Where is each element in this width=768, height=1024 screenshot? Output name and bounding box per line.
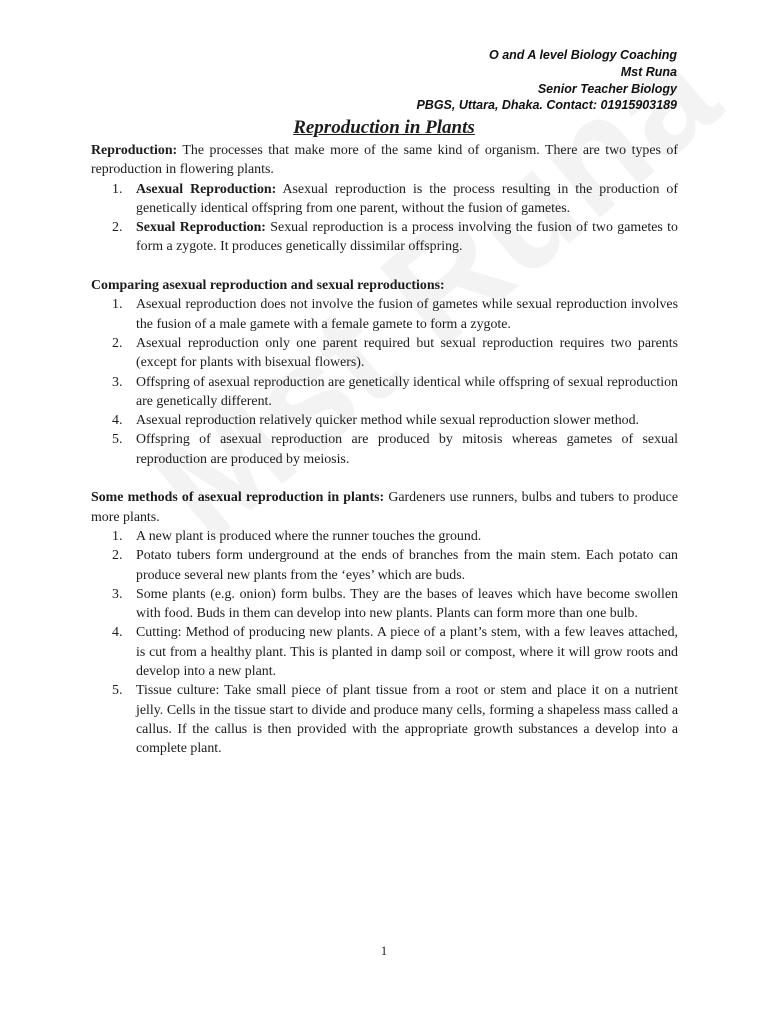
list-item-text: Asexual reproduction does not involve the fusion of gametes while sexual reproduction involves the fusion of a male gamete with a female gamete to form a zygote.	[136, 297, 678, 332]
document-body	[91, 141, 678, 759]
list-item-text: Asexual reproduction only one parent required but sexual reproduction requires two parents (except for plants with bisexual flowers).	[136, 335, 678, 371]
list-number: 3.	[112, 374, 123, 390]
list-item	[91, 546, 678, 585]
list-item	[91, 527, 678, 546]
methods-list	[91, 527, 678, 759]
list-item-text: Asexual reproduction relatively quicker method while sexual reproduction slower method.	[136, 413, 639, 429]
intro-text: The processes that make more of the same kind of organism. There are two types of reproduction in flowering plants.	[91, 143, 678, 178]
list-number: 1.	[112, 297, 123, 313]
list-number: 1.	[112, 181, 123, 197]
comparing-heading	[91, 276, 678, 295]
page-title: Reproduction in Plants	[293, 117, 475, 138]
header-coaching: O and A level Biology Coaching	[489, 48, 677, 62]
list-item	[91, 411, 678, 430]
methods-paragraph	[91, 488, 678, 527]
list-item	[91, 623, 678, 681]
list-number: 5.	[112, 432, 123, 448]
list-item-text: Offspring of asexual reproduction are genetically identical while offspring of sexual reproduction are genetically different.	[136, 374, 678, 409]
list-number: 4.	[112, 413, 123, 429]
intro-paragraph	[91, 141, 678, 180]
list-item-text: Offspring of asexual reproduction are produced by mitosis whereas gametes of sexual reproduction are produced by meiosis.	[136, 432, 678, 467]
list-number: 2.	[112, 548, 123, 564]
comparing-list	[91, 295, 678, 469]
list-item	[91, 334, 678, 373]
list-number: 1.	[112, 528, 123, 544]
reproduction-types-list	[91, 180, 678, 257]
list-number: 2.	[112, 220, 123, 236]
list-number: 2.	[112, 335, 123, 351]
header-block	[416, 47, 677, 114]
header-contact: PBGS, Uttara, Dhaka. Contact: 01915903189	[416, 98, 677, 113]
list-item	[91, 585, 678, 624]
list-item-text: Cutting: Method of producing new plants. A piece of a plant’s stem, with a few leaves attached, is cut from a healthy plant. This is planted in damp soil or compost, where it will grow roots and develop into a new plant.	[136, 625, 678, 680]
list-item-label: Sexual Reproduction:	[136, 220, 266, 236]
comparing-heading-text: Comparing asexual reproduction and sexual reproductions:	[91, 278, 445, 294]
list-number: 5.	[112, 683, 123, 699]
intro-label: Reproduction:	[91, 143, 178, 158]
spacer	[91, 257, 678, 276]
list-item-label: Asexual Reproduction:	[136, 181, 277, 197]
list-number: 4.	[112, 625, 123, 641]
list-item-text: Sexual reproduction is a process involving the fusion of two gametes to form a zygote. It produces genetically dissimilar offspring.	[136, 220, 678, 255]
list-item	[91, 430, 678, 469]
header-teacher-name: Mst Runa	[620, 64, 677, 79]
list-item-text: Potato tubers form underground at the ends of branches from the main stem. Each potato can produce several new plants from the ‘eyes’ which are buds.	[136, 548, 678, 583]
methods-text: Gardeners use runners, bulbs and tubers to produce more plants.	[91, 490, 678, 525]
list-item-text: Asexual reproduction is the process resulting in the production of genetically identical offspring from one parent, without the fusion of gametes.	[136, 181, 679, 216]
list-item-text: A new plant is produced where the runner touches the ground.	[136, 528, 482, 544]
page-number: 1	[380, 944, 388, 958]
methods-label: Some methods of asexual reproduction in plants:	[91, 490, 385, 506]
list-item	[91, 295, 678, 334]
list-item	[91, 373, 678, 412]
list-item	[91, 681, 678, 758]
list-item-text: Tissue culture: Take small piece of plant tissue from a root or stem and place it on a nutrient jelly. Cells in the tissue start to divide and produce many cells, forming a shapeless mass called a callus. If the callus is then provided with the appropriate growth substances a develop into a complete plant.	[136, 683, 678, 757]
spacer	[91, 469, 678, 488]
list-item	[91, 180, 678, 219]
list-item-text: Some plants (e.g. onion) form bulbs. They are the bases of leaves which have become swollen with food. Buds in them can develop into new plants. Plants can form more than one bulb.	[136, 586, 678, 622]
header-teacher-title: Senior Teacher Biology	[537, 81, 677, 96]
list-number: 3.	[112, 586, 123, 602]
list-item	[91, 218, 678, 257]
